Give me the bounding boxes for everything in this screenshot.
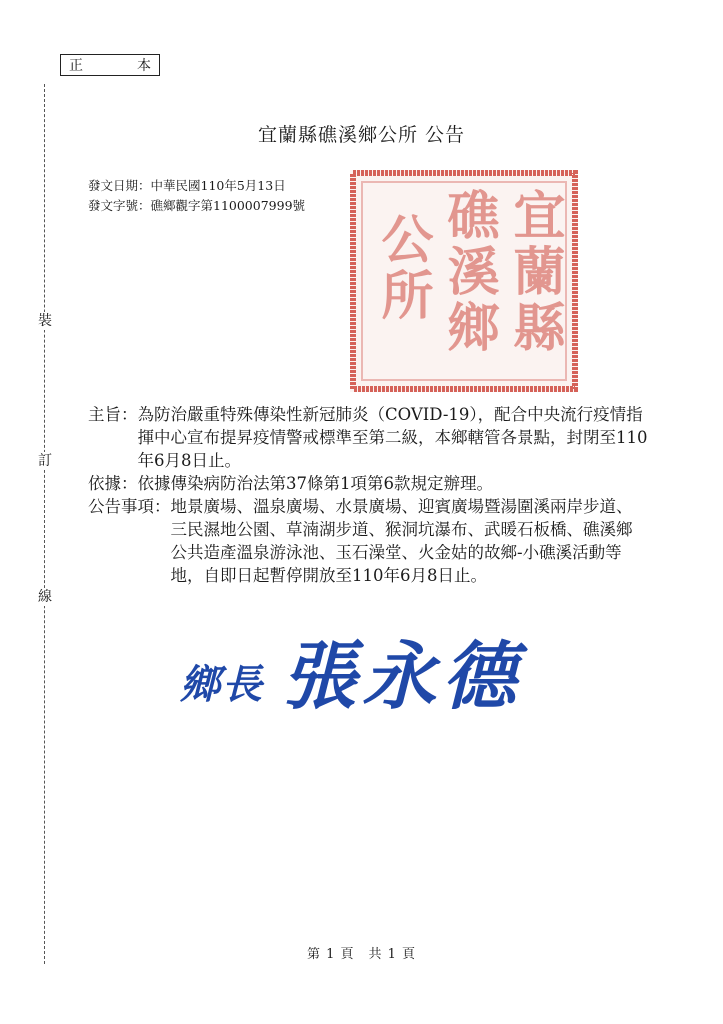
items-row bbox=[88, 495, 648, 587]
subject-row bbox=[88, 403, 648, 472]
signature-name: 張永德 bbox=[282, 634, 522, 720]
notice-title: 宜蘭縣礁溪鄉公所 公告 bbox=[257, 124, 466, 146]
subject-text: 為防治嚴重特殊傳染性新冠肺炎（COVID-19），配合中央流行疫情指揮中心宣布提昇疫情警戒標準至第二級，本鄉轄管各景點，封閉至110年6月8日止。 bbox=[137, 405, 648, 470]
page-footer: 第 1 頁 共 1 頁 bbox=[306, 947, 417, 962]
binding-line bbox=[44, 84, 45, 964]
signature-title: 鄉長 bbox=[180, 661, 264, 708]
binding-char-ding: 訂 bbox=[38, 453, 52, 469]
basis-label: 依據： bbox=[88, 474, 138, 493]
basis-row bbox=[88, 472, 648, 495]
seal-text-column-3: 公所 bbox=[372, 212, 433, 324]
basis-text: 依據傳染病防治法第37條第1項第6款規定辦理。 bbox=[137, 474, 493, 493]
copy-label-left: 正 bbox=[69, 58, 83, 74]
seal-text-column-2: 礁溪鄉 bbox=[438, 188, 499, 356]
mayor-signature bbox=[180, 625, 522, 725]
copy-label-right: 本 bbox=[137, 58, 151, 74]
binding-char-zhuang: 裝 bbox=[38, 313, 52, 329]
items-label: 公告事項： bbox=[88, 497, 171, 516]
binding-char-xian: 線 bbox=[38, 589, 52, 605]
items-text: 地景廣場、溫泉廣場、水景廣場、迎賓廣場暨湯圍溪兩岸步道、三民濕地公園、草湳湖步道、猴洞坑瀑布、武暖石板橋、礁溪鄉公共造產溫泉游泳池、玉石澡堂、火金姑的故鄉-小礁溪活動等地，自即日起暫停開放至110年6月8日止。 bbox=[170, 497, 633, 585]
notice-body bbox=[88, 403, 648, 587]
official-seal bbox=[350, 170, 578, 392]
seal-text-column-1: 宜蘭縣 bbox=[504, 188, 565, 356]
issue-date: 發文日期：中華民國110年5月13日 bbox=[88, 178, 286, 193]
original-copy-label bbox=[60, 54, 160, 76]
subject-label: 主旨： bbox=[88, 405, 138, 424]
document-number: 發文字號：礁鄉觀字第1100007999號 bbox=[88, 198, 306, 213]
